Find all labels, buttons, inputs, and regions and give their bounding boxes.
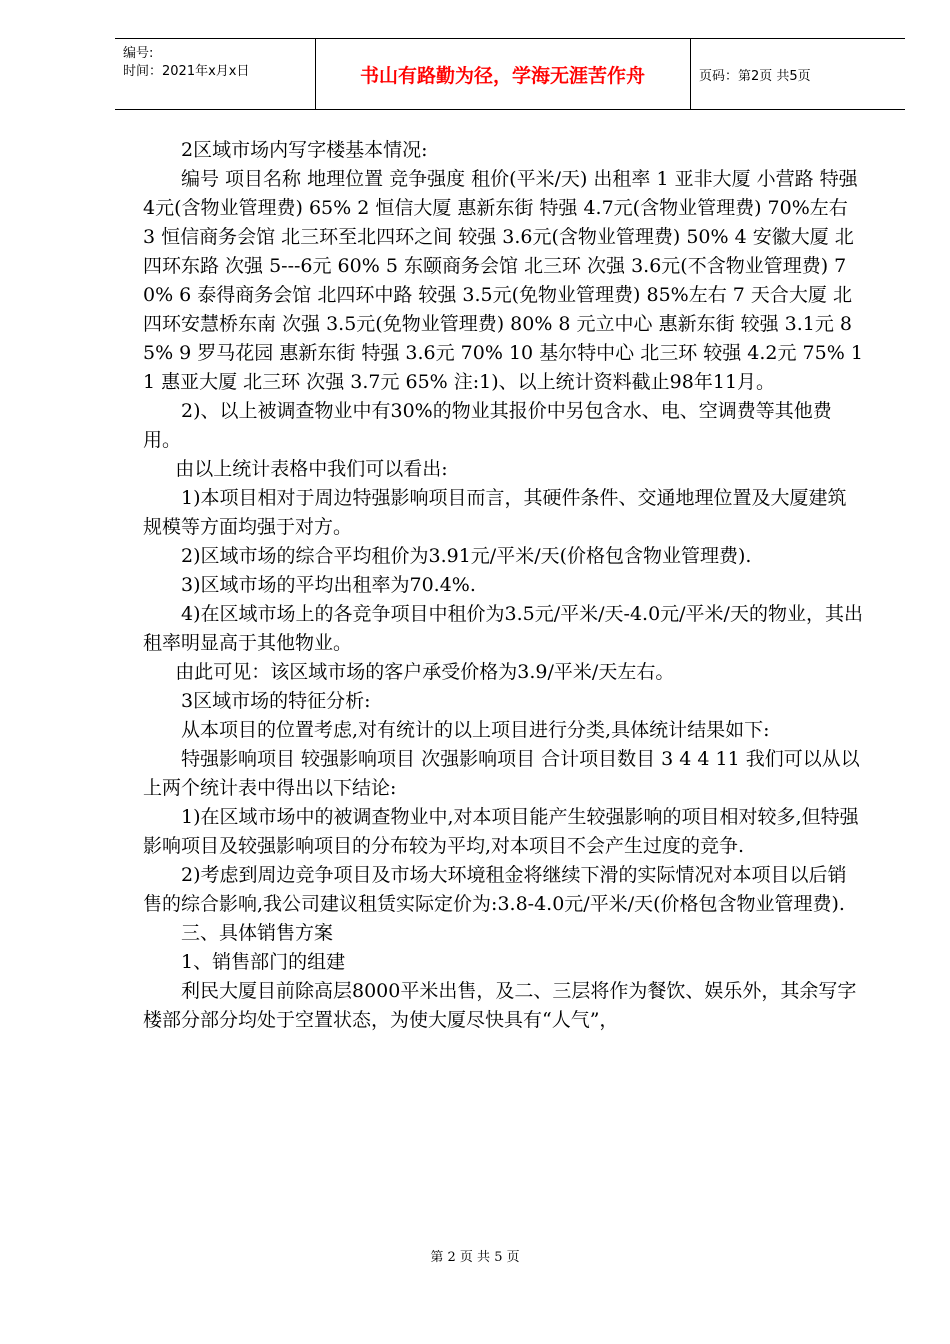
- paragraph: 3)区域市场的平均出租率为70.4%.: [181, 574, 476, 596]
- paragraph: 从本项目的位置考虑,对有统计的以上项目进行分类,具体统计结果如下:: [181, 719, 770, 741]
- paragraph: 编号 项目名称 地理位置 竞争强度 租价(平米/天) 出租率 1 亚非大厦 小营路 特强 4元(含物业管理费) 65% 2 恒信大厦 惠新东街 特强 4.7元(含物业管理费) 70%左右 3 恒信商务会馆 北三环至北四环之间 较强 3.6元(含物业管理费) 50% 4 安徽大厦 北四环东路 次强 5---6元 60% 5 东颐商务会馆 北三环 次强 3.6元(不含物业管理费) 70% 6 泰得商务会馆 北四环中路 较强 3.5元(免物业管理费) 85%左右 7 天合大厦 北四环安慧桥东南 次强 3.5元(免物业管理费) 80% 8 元立中心 惠新东街 较强 3.1元 85% 9 罗马花园 惠新东街 特强 3.6元 70% 10 基尔特中心 北三环 较强 4.2元 75% 11 惠亚大厦 北三环 次强 3.7元 65% 注:1)、以上统计资料截止98年11月。: [143, 168, 863, 393]
- section-heading: 三、具体销售方案: [181, 922, 334, 944]
- header-time: 时间：2021年x月x日: [123, 64, 250, 79]
- paragraph: 特强影响项目 较强影响项目 次强影响项目 合计项目数目 3 4 4 11 我们可以从以上两个统计表中得出以下结论:: [143, 748, 860, 799]
- page-footer: 第 2 页 共 5 页: [430, 1250, 520, 1265]
- paragraph: 1)本项目相对于周边特强影响项目而言，其硬件条件、交通地理位置及大厦建筑规模等方面均强于对方。: [143, 487, 847, 538]
- paragraph: 2)、以上被调查物业中有30%的物业其报价中另包含水、电、空调费等其他费用。: [143, 400, 832, 451]
- section-heading: 1、销售部门的组建: [181, 951, 346, 973]
- paragraph: 由以上统计表格中我们可以看出:: [175, 458, 448, 480]
- paragraph: 1)在区域市场中的被调查物业中,对本项目能产生较强影响的项目相对较多,但特强影响项目及较强影响项目的分布较为平均,对本项目不会产生过度的竞争.: [143, 806, 859, 857]
- paragraph: 利民大厦目前除高层8000平米出售，及二、三层将作为餐饮、娱乐外，其余写字楼部分部分均处于空置状态，为使大厦尽快具有“人气”，: [143, 980, 857, 1031]
- header-motto: 书山有路勤为径，学海无涯苦作舟: [315, 39, 691, 109]
- document-body: [143, 136, 863, 1035]
- paragraph: 2区域市场内写字楼基本情况:: [181, 139, 428, 161]
- paragraph: 2)考虑到周边竞争项目及市场大环境租金将继续下滑的实际情况对本项目以后销售的综合影响,我公司建议租赁实际定价为:3.8-4.0元/平米/天(价格包含物业管理费).: [143, 864, 847, 915]
- header-meta: [115, 39, 316, 109]
- paragraph: 3区域市场的特征分析:: [181, 690, 371, 712]
- header-number: 编号:: [123, 46, 154, 61]
- paragraph: 4)在区域市场上的各竞争项目中租价为3.5元/平米/天-4.0元/平米/天的物业，其出租率明显高于其他物业。: [143, 603, 863, 654]
- paragraph: 由此可见：该区域市场的客户承受价格为3.9/平米/天左右。: [175, 661, 675, 683]
- paragraph: 2)区域市场的综合平均租价为3.91元/平米/天(价格包含物业管理费).: [181, 545, 752, 567]
- header-page-number: 页码：第2页 共5页: [699, 68, 811, 84]
- page-header: [115, 38, 905, 110]
